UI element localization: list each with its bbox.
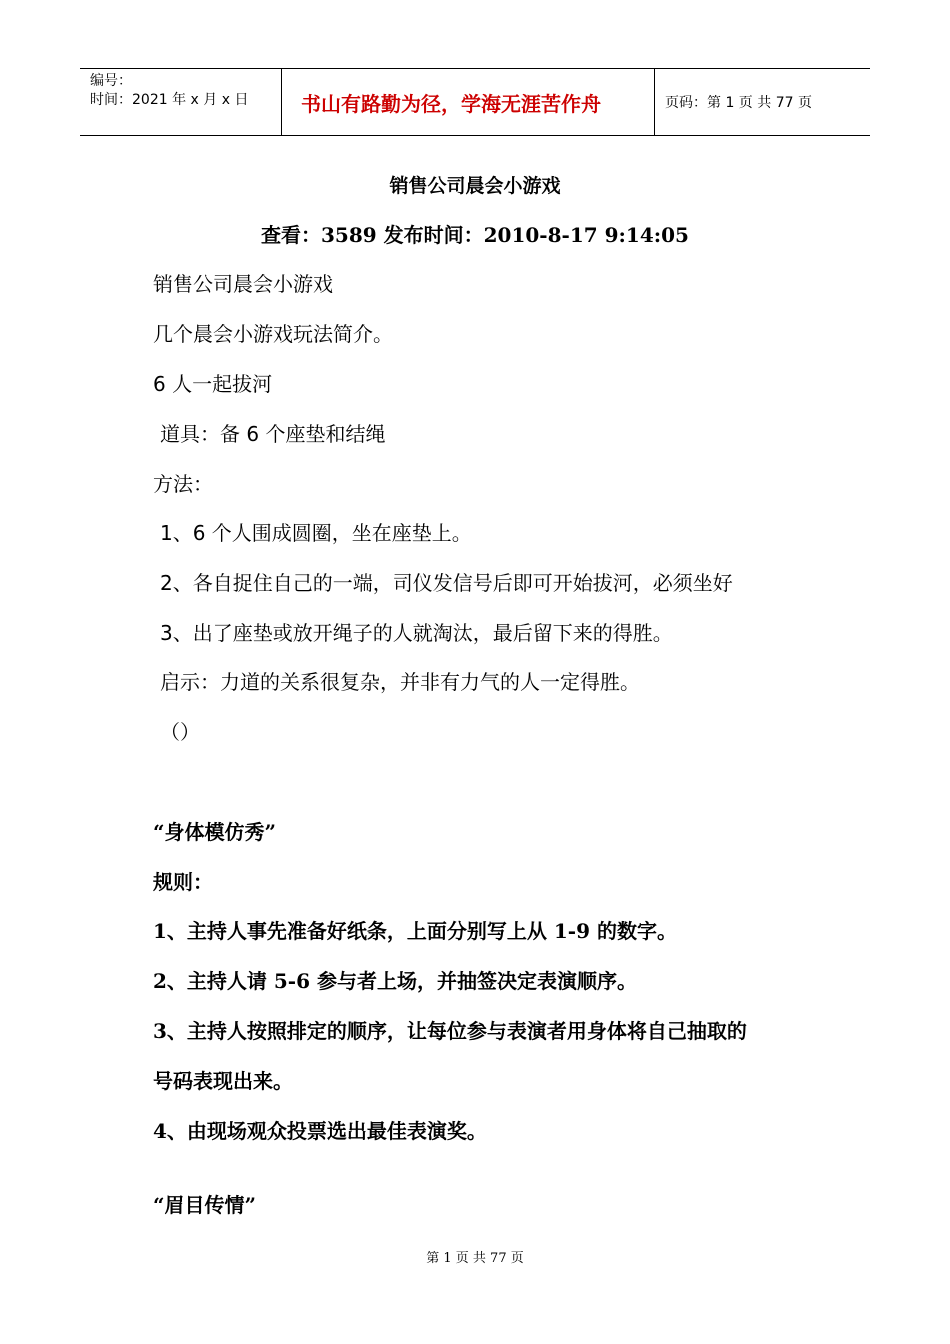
document-meta: 查看：3589 发布时间：2010-8-17 9:14:05 <box>261 223 689 247</box>
header-motto: 书山有路勤为径，学海无涯苦作舟 <box>301 92 601 116</box>
header-time-label: 时间：2021 年 x 月 x 日 <box>90 92 249 108</box>
body-line: 2、各自捉住自己的一端，司仪发信号后即可开始拔河，必须坐好 <box>160 571 733 595</box>
body-line: 1、主持人事先准备好纸条，上面分别写上从 1-9 的数字。 <box>153 919 677 943</box>
header-divider-1 <box>281 68 282 135</box>
body-line: 1、6 个人围成圆圈，坐在座垫上。 <box>160 521 472 545</box>
body-line: 启示：力道的关系很复杂，并非有力气的人一定得胜。 <box>160 670 640 694</box>
document-title: 销售公司晨会小游戏 <box>389 175 561 197</box>
body-line: （） <box>160 720 200 744</box>
body-line: 销售公司晨会小游戏 <box>153 272 333 296</box>
body-line: 2、主持人请 5-6 参与者上场，并抽签决定表演顺序。 <box>153 969 637 993</box>
header-number-label: 编号： <box>90 73 132 89</box>
section-heading: “身体模仿秀” <box>153 820 277 844</box>
body-line: 4、由现场观众投票选出最佳表演奖。 <box>153 1119 487 1143</box>
body-line: 几个晨会小游戏玩法简介。 <box>153 322 393 346</box>
body-line-heading: 6 人一起拔河 <box>153 372 273 396</box>
body-line: 号码表现出来。 <box>153 1069 293 1093</box>
body-line: 规则： <box>153 870 213 894</box>
body-line: 道具：备 6 个座垫和结绳 <box>160 422 386 446</box>
header-left-cell <box>90 72 248 110</box>
page-footer: 第 1 页 共 77 页 <box>426 1251 524 1266</box>
section-heading: “眉目传情” <box>153 1193 257 1217</box>
header-bottom-border <box>80 135 870 136</box>
body-line: 方法： <box>153 472 213 496</box>
header-top-border <box>80 68 870 69</box>
body-line: 3、主持人按照排定的顺序，让每位参与表演者用身体将自己抽取的 <box>153 1019 747 1043</box>
body-line: 3、出了座垫或放开绳子的人就淘汰，最后留下来的得胜。 <box>160 621 673 645</box>
header-divider-2 <box>654 68 655 135</box>
header-page-info: 页码：第 1 页 共 77 页 <box>665 95 812 111</box>
